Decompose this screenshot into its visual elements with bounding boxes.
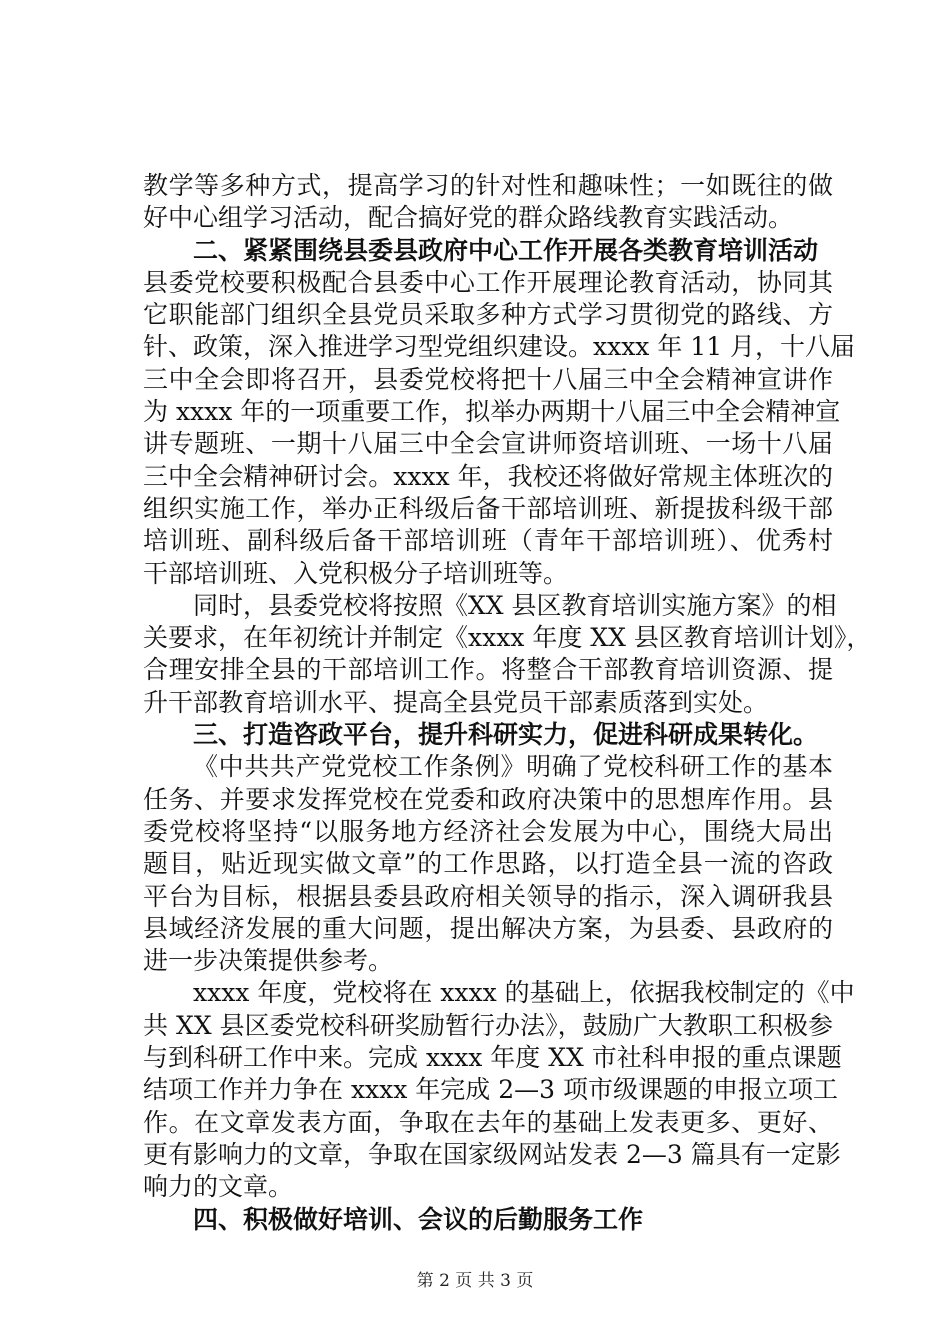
body-text-line: 教学等多种方式，提高学习的针对性和趣味性；一如既往的做 [143, 171, 833, 200]
body-text-line: 它职能部门组织全县党员采取多种方式学习贯彻党的路线、方 [143, 300, 833, 330]
page-number-footer: 第 2 页 共 3 页 [416, 1271, 534, 1291]
paragraph-first-line: xxxx 年度，党校将在 xxxx 的基础上，依据我校制定的《中 [193, 978, 855, 1008]
body-text-line: 好中心组学习活动，配合搞好党的群众路线教育实践活动。 [143, 203, 794, 233]
body-text-line: 培训班、副科级后备干部培训班（青年干部培训班）、优秀村 [143, 526, 833, 556]
body-text-line: 三中全会精神研讨会。xxxx 年，我校还将做好常规主体班次的 [143, 461, 833, 491]
body-text-line: 三中全会即将召开，县委党校将把十八届三中全会精神宣讲作 [143, 364, 833, 394]
paragraph-first-line: 同时，县委党校将按照《XX 县区教育培训实施方案》的相 [193, 590, 837, 620]
body-text-line: 关要求，在年初统计并制定《xxxx 年度 XX 县区教育培训计划》， [143, 623, 872, 653]
document-body [143, 170, 872, 1236]
body-text-line: 针、政策，深入推进学习型党组织建设。xxxx 年 11 月，十八届 [143, 332, 856, 362]
body-text-line: 与到科研工作中来。完成 xxxx 年度 XX 市社科申报的重点课题 [143, 1043, 842, 1073]
body-text-line: 干部培训班、入党积极分子培训班等。 [143, 558, 569, 588]
body-text-line: 更有影响力的文章，争取在国家级网站发表 2—3 篇具有一定影 [143, 1139, 841, 1169]
body-text-line: 组织实施工作，举办正科级后备干部培训班、新提拔科级干部 [143, 493, 833, 523]
paragraph-first-line: 《中共共产党党校工作条例》明确了党校科研工作的基本 [193, 752, 833, 782]
body-text-line: 县委党校要积极配合县委中心工作开展理论教育活动，协同其 [143, 267, 833, 297]
body-text-line: 为 xxxx 年的一项重要工作，拟举办两期十八届三中全会精神宣 [143, 397, 841, 427]
body-text-line: 县域经济发展的重大问题，提出解决方案，为县委、县政府的 [143, 913, 833, 943]
body-text-line: 委党校将坚持“以服务地方经济社会发展为中心，围绕大局出 [143, 816, 833, 846]
body-text-line: 合理安排全县的干部培训工作。将整合干部教育培训资源、提 [143, 655, 833, 685]
section-heading-4: 四、积极做好培训、会议的后勤服务工作 [193, 1204, 644, 1234]
body-text-line: 任务、并要求发挥党校在党委和政府决策中的思想库作用。县 [143, 784, 833, 814]
body-text-line: 作。在文章发表方面，争取在去年的基础上发表更多、更好、 [143, 1107, 833, 1137]
body-text-line: 平台为目标，根据县委县政府相关领导的指示，深入调研我县 [143, 881, 833, 911]
body-text-line: 结项工作并力争在 xxxx 年完成 2—3 项市级课题的申报立项工 [143, 1075, 838, 1105]
body-text-line: 进一步决策提供参考。 [143, 946, 394, 976]
body-text-line: 升干部教育培训水平、提高全县党员干部素质落到实处。 [143, 687, 769, 717]
section-heading-2: 二、紧紧围绕县委县政府中心工作开展各类教育培训活动 [193, 235, 819, 265]
body-text-line: 响力的文章。 [143, 1172, 294, 1202]
body-text-line: 题目，贴近现实做文章”的工作思路，以打造全县一流的咨政 [143, 849, 833, 879]
body-text-line: 共 XX 县区委党校科研奖励暂行办法》，鼓励广大教职工积极参 [143, 1010, 833, 1040]
body-text-line: 讲专题班、一期十八届三中全会宣讲师资培训班、一场十八届 [143, 429, 833, 459]
section-heading-3: 三、打造咨政平台，提升科研实力，促进科研成果转化。 [193, 720, 819, 750]
